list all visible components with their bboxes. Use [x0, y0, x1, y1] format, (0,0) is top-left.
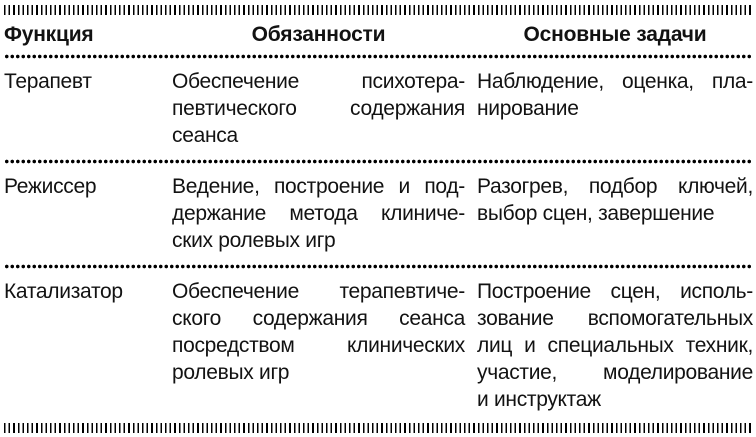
- cell-line: зование вспомогательных: [477, 307, 753, 330]
- cell-line: певтического содержания: [172, 97, 465, 120]
- cell-line: Обеспечение психотера-: [172, 70, 465, 93]
- column-header-tasks: Основные задачи: [523, 23, 707, 46]
- cell-line: сеанса: [172, 124, 238, 147]
- table-row: [4, 59, 753, 159]
- column-header-duties: Обязанности: [251, 23, 386, 46]
- table-top-border: [4, 5, 753, 15]
- tasks-cell: [465, 68, 753, 149]
- cell-line: Наблюдение, оценка, пла-: [477, 70, 753, 93]
- cell-line: Разогрев, подбор ключей,: [477, 175, 753, 198]
- cell-line: и инструктаж: [477, 388, 601, 411]
- cell-line: ских ролевых игр: [172, 229, 336, 252]
- table-row: [4, 269, 753, 423]
- cell-line: нирование: [477, 97, 579, 120]
- tasks-cell: [465, 173, 753, 254]
- function-cell: Катализатор: [4, 280, 123, 303]
- duties-cell: [172, 68, 465, 149]
- cell-line: лиц и специальных техник,: [477, 334, 753, 357]
- function-cell: Режиссер: [4, 175, 97, 198]
- table-header-row: [4, 15, 753, 54]
- cell-line: держание метода клиниче-: [172, 202, 465, 225]
- cell-line: Обеспечение терапевтиче-: [172, 280, 465, 303]
- duties-cell: [172, 173, 465, 254]
- cell-line: посредством клинических: [172, 334, 465, 357]
- table-row: [4, 164, 753, 264]
- cell-line: ского содержания сеанса: [172, 307, 465, 330]
- table-bottom-border: [4, 423, 753, 433]
- function-cell: Терапевт: [4, 70, 92, 93]
- cell-line: Построение сцен, исполь-: [477, 280, 753, 303]
- tasks-cell: [465, 278, 753, 413]
- cell-line: участие, моделирование: [477, 361, 753, 384]
- duties-cell: [172, 278, 465, 413]
- cell-line: Ведение, построение и под-: [172, 175, 465, 198]
- cell-line: ролевых игр: [172, 361, 290, 384]
- column-header-function: Функция: [4, 23, 94, 46]
- cell-line: выбор сцен, завершение: [477, 202, 715, 225]
